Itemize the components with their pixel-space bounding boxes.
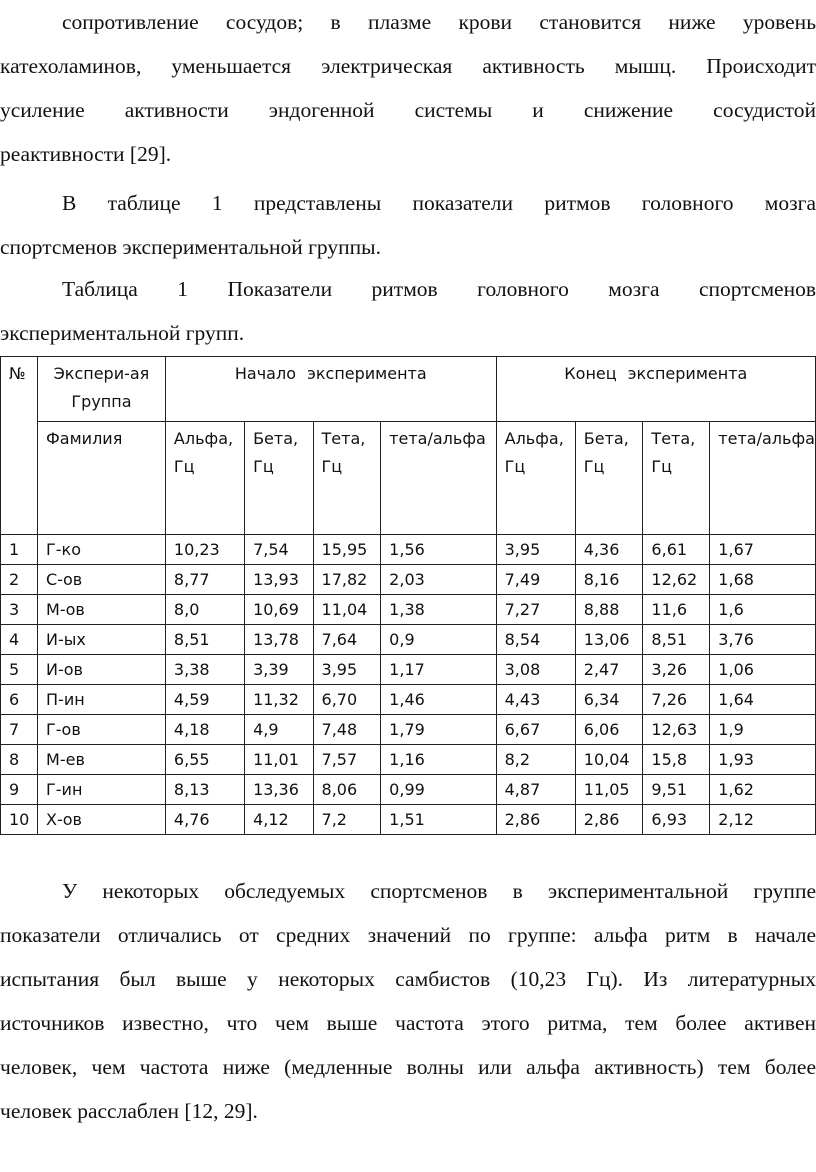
name-cell: И-ых: [38, 625, 166, 655]
value-cell: 6,61: [643, 535, 710, 565]
value-cell: 13,78: [245, 625, 313, 655]
name-cell: Г-ин: [38, 775, 166, 805]
value-cell: 2,86: [575, 805, 643, 835]
value-cell: 7,54: [245, 535, 313, 565]
table-row: [1, 535, 816, 565]
name-cell: И-ов: [38, 655, 166, 685]
text-line: экспериментальной групп.: [0, 321, 245, 345]
value-cell: 2,12: [710, 805, 816, 835]
value-cell: 11,32: [245, 685, 313, 715]
header-alpha-end: Альфа, Гц: [496, 422, 575, 535]
row-number-cell: 8: [1, 745, 38, 775]
table-row: [1, 595, 816, 625]
table-row: [1, 625, 816, 655]
header-theta-end: Тета, Гц: [643, 422, 710, 535]
value-cell: 1,79: [381, 715, 496, 745]
name-cell: П-ин: [38, 685, 166, 715]
table-row: [1, 685, 816, 715]
value-cell: 8,06: [313, 775, 381, 805]
value-cell: 12,63: [643, 715, 710, 745]
table-row: [1, 805, 816, 835]
name-cell: Г-ко: [38, 535, 166, 565]
value-cell: 1,06: [710, 655, 816, 685]
paragraph-2: [0, 181, 816, 269]
row-number-cell: 5: [1, 655, 38, 685]
name-cell: М-ев: [38, 745, 166, 775]
value-cell: 4,36: [575, 535, 643, 565]
header-group: Экспери-ая Группа: [38, 357, 166, 422]
value-cell: 17,82: [313, 565, 381, 595]
value-cell: 8,77: [165, 565, 244, 595]
value-cell: 4,87: [496, 775, 575, 805]
name-cell: М-ов: [38, 595, 166, 625]
value-cell: 2,86: [496, 805, 575, 835]
name-cell: С-ов: [38, 565, 166, 595]
value-cell: 1,56: [381, 535, 496, 565]
value-cell: 2,47: [575, 655, 643, 685]
text-line: усиление активности эндогенной системы и снижение сосудистой: [0, 98, 816, 122]
header-beta-end: Бета, Гц: [575, 422, 643, 535]
value-cell: 7,48: [313, 715, 381, 745]
text-line: спортсменов экспериментальной группы.: [0, 235, 381, 259]
value-cell: 6,06: [575, 715, 643, 745]
value-cell: 1,38: [381, 595, 496, 625]
value-cell: 1,46: [381, 685, 496, 715]
text-line: Таблица 1 Показатели ритмов головного мозга спортсменов: [62, 277, 816, 301]
value-cell: 4,43: [496, 685, 575, 715]
row-number-cell: 6: [1, 685, 38, 715]
value-cell: 1,9: [710, 715, 816, 745]
table-row: [1, 775, 816, 805]
value-cell: 1,62: [710, 775, 816, 805]
value-cell: 3,08: [496, 655, 575, 685]
value-cell: 13,36: [245, 775, 313, 805]
value-cell: 11,01: [245, 745, 313, 775]
paragraph-1: [0, 0, 816, 176]
value-cell: 4,76: [165, 805, 244, 835]
row-number-cell: 10: [1, 805, 38, 835]
value-cell: 1,93: [710, 745, 816, 775]
value-cell: 9,51: [643, 775, 710, 805]
header-alpha-start: Альфа, Гц: [165, 422, 244, 535]
value-cell: 3,38: [165, 655, 244, 685]
value-cell: 3,95: [313, 655, 381, 685]
value-cell: 7,49: [496, 565, 575, 595]
data-table: [0, 356, 816, 835]
value-cell: 6,67: [496, 715, 575, 745]
value-cell: 10,04: [575, 745, 643, 775]
value-cell: 8,51: [643, 625, 710, 655]
row-number-cell: 2: [1, 565, 38, 595]
value-cell: 8,13: [165, 775, 244, 805]
value-cell: 2,03: [381, 565, 496, 595]
text-line: катехоламинов, уменьшается электрическая активность мышц. Происходит: [0, 54, 816, 78]
value-cell: 8,51: [165, 625, 244, 655]
row-number-cell: 1: [1, 535, 38, 565]
header-ratio-start: тета/альфа: [381, 422, 496, 535]
value-cell: 1,6: [710, 595, 816, 625]
value-cell: 7,26: [643, 685, 710, 715]
value-cell: 1,51: [381, 805, 496, 835]
value-cell: 1,16: [381, 745, 496, 775]
text-line: человек, чем частота ниже (медленные волны или альфа активность) тем более: [0, 1055, 816, 1079]
value-cell: 8,0: [165, 595, 244, 625]
table-row: [1, 745, 816, 775]
value-cell: 8,88: [575, 595, 643, 625]
value-cell: 6,70: [313, 685, 381, 715]
row-number-cell: 3: [1, 595, 38, 625]
value-cell: 1,64: [710, 685, 816, 715]
value-cell: 6,93: [643, 805, 710, 835]
value-cell: 3,76: [710, 625, 816, 655]
value-cell: 11,6: [643, 595, 710, 625]
value-cell: 4,12: [245, 805, 313, 835]
value-cell: 7,2: [313, 805, 381, 835]
name-cell: Г-ов: [38, 715, 166, 745]
header-ratio-end: тета/альфа: [710, 422, 816, 535]
header-theta-start: Тета, Гц: [313, 422, 381, 535]
value-cell: 8,16: [575, 565, 643, 595]
value-cell: 1,68: [710, 565, 816, 595]
value-cell: 11,05: [575, 775, 643, 805]
paragraph-3: [0, 869, 816, 1133]
value-cell: 15,95: [313, 535, 381, 565]
text-line: В таблице 1 представлены показатели ритмов головного мозга: [62, 191, 816, 215]
value-cell: 0,9: [381, 625, 496, 655]
header-start: Начало эксперимента: [165, 357, 496, 422]
value-cell: 4,59: [165, 685, 244, 715]
value-cell: 3,39: [245, 655, 313, 685]
header-beta-start: Бета, Гц: [245, 422, 313, 535]
value-cell: 4,18: [165, 715, 244, 745]
text-line: У некоторых обследуемых спортсменов в экспериментальной группе: [62, 879, 816, 903]
value-cell: 0,99: [381, 775, 496, 805]
table-row: [1, 715, 816, 745]
text-line: показатели отличались от средних значений по группе: альфа ритм в начале: [0, 923, 816, 947]
name-cell: Х-ов: [38, 805, 166, 835]
text-line: источников известно, что чем выше частота этого ритма, тем более активен: [0, 1011, 816, 1035]
value-cell: 7,57: [313, 745, 381, 775]
value-cell: 13,93: [245, 565, 313, 595]
value-cell: 6,55: [165, 745, 244, 775]
header-end: Конец эксперимента: [496, 357, 815, 422]
value-cell: 13,06: [575, 625, 643, 655]
value-cell: 4,9: [245, 715, 313, 745]
header-number: №: [1, 357, 38, 535]
value-cell: 6,34: [575, 685, 643, 715]
value-cell: 1,67: [710, 535, 816, 565]
text-line: сопротивление сосудов; в плазме крови становится ниже уровень: [62, 10, 816, 34]
row-number-cell: 7: [1, 715, 38, 745]
value-cell: 10,69: [245, 595, 313, 625]
text-line: реактивности [29].: [0, 142, 172, 166]
value-cell: 3,26: [643, 655, 710, 685]
value-cell: 8,2: [496, 745, 575, 775]
text-line: человек расслаблен [12, 29].: [0, 1099, 258, 1123]
value-cell: 11,04: [313, 595, 381, 625]
value-cell: 7,64: [313, 625, 381, 655]
text-line: испытания был выше у некоторых самбистов (10,23 Гц). Из литературных: [0, 967, 816, 991]
value-cell: 7,27: [496, 595, 575, 625]
header-name: Фамилия: [38, 422, 166, 535]
value-cell: 8,54: [496, 625, 575, 655]
row-number-cell: 9: [1, 775, 38, 805]
value-cell: 12,62: [643, 565, 710, 595]
value-cell: 3,95: [496, 535, 575, 565]
value-cell: 15,8: [643, 745, 710, 775]
table-row: [1, 565, 816, 595]
value-cell: 1,17: [381, 655, 496, 685]
table-row: [1, 655, 816, 685]
value-cell: 10,23: [165, 535, 244, 565]
table-caption: [0, 267, 816, 355]
row-number-cell: 4: [1, 625, 38, 655]
